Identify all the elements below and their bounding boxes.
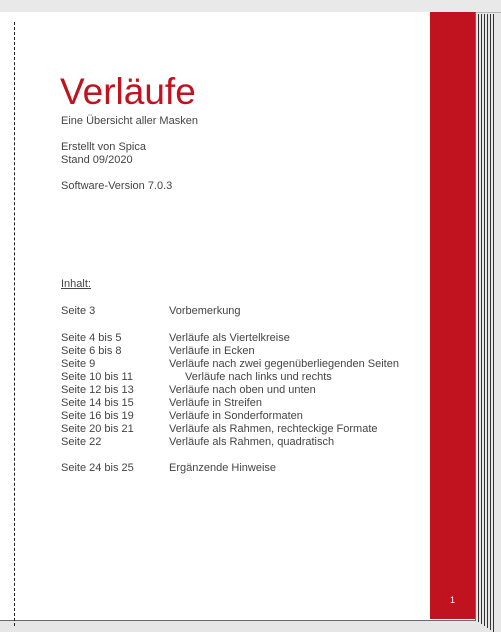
- author-line: Erstellt von Spica: [61, 141, 146, 153]
- date-line: Stand 09/2020: [61, 154, 133, 166]
- toc-pages: Seite 16 bis 19: [61, 410, 134, 422]
- toc-topic: Verläufe nach links und rechts: [185, 371, 332, 383]
- toc-pages: Seite 20 bis 21: [61, 423, 134, 435]
- page-stack-edge: [484, 14, 485, 626]
- page-stack-edge: [490, 14, 491, 630]
- toc-topic: Verläufe in Sonderformaten: [169, 410, 303, 422]
- toc-row: [61, 384, 421, 397]
- toc-topic: Verläufe nach zwei gegenüberliegenden Seiten: [169, 358, 399, 370]
- toc-topic: Verläufe in Ecken: [169, 345, 255, 357]
- toc-row: [61, 332, 421, 345]
- page-stack-edge: [487, 14, 488, 628]
- toc-row: [61, 436, 421, 449]
- toc-row: [61, 345, 421, 358]
- toc-pages: Seite 6 bis 8: [61, 345, 122, 357]
- toc-pages: Seite 3: [61, 305, 96, 317]
- red-side-band: [430, 12, 475, 619]
- toc-pages: Seite 4 bis 5: [61, 332, 122, 344]
- document-title: Verläufe: [60, 71, 196, 112]
- toc-row: [61, 305, 421, 318]
- toc-pages: Seite 24 bis 25: [61, 462, 134, 474]
- toc-pages: Seite 14 bis 15: [61, 397, 134, 409]
- toc-topic: Verläufe als Rahmen, quadratisch: [169, 436, 335, 448]
- toc-topic: Ergänzende Hinweise: [169, 462, 277, 474]
- toc-pages: Seite 10 bis 11: [61, 371, 133, 383]
- toc-row: [61, 410, 421, 423]
- toc-pages: Seite 22: [61, 436, 102, 448]
- toc-row: [61, 371, 421, 384]
- toc-pages: Seite 12 bis 13: [61, 384, 134, 396]
- toc-row: [61, 397, 421, 410]
- page-stack-edge: [493, 14, 494, 632]
- margin-guide-line: [14, 22, 15, 626]
- toc-row: [61, 462, 421, 475]
- toc-row: [61, 358, 421, 371]
- toc-topic: Verläufe nach oben und unten: [169, 384, 316, 396]
- toc-topic: Verläufe in Streifen: [169, 397, 262, 409]
- toc-row: [61, 423, 421, 436]
- toc-heading: Inhalt:: [61, 278, 91, 290]
- page-number: 1: [449, 595, 455, 605]
- page-stack-edge: [478, 14, 479, 622]
- toc-pages: Seite 9: [61, 358, 96, 370]
- toc-topic: Vorbemerkung: [169, 305, 241, 317]
- page-stack-edge: [481, 14, 482, 624]
- toc-topic: Verläufe als Viertelkreise: [169, 332, 290, 344]
- document-subtitle: Eine Übersicht aller Masken: [61, 115, 198, 127]
- software-version: Software-Version 7.0.3: [61, 180, 173, 192]
- toc-topic: Verläufe als Rahmen, rechteckige Formate: [169, 423, 378, 435]
